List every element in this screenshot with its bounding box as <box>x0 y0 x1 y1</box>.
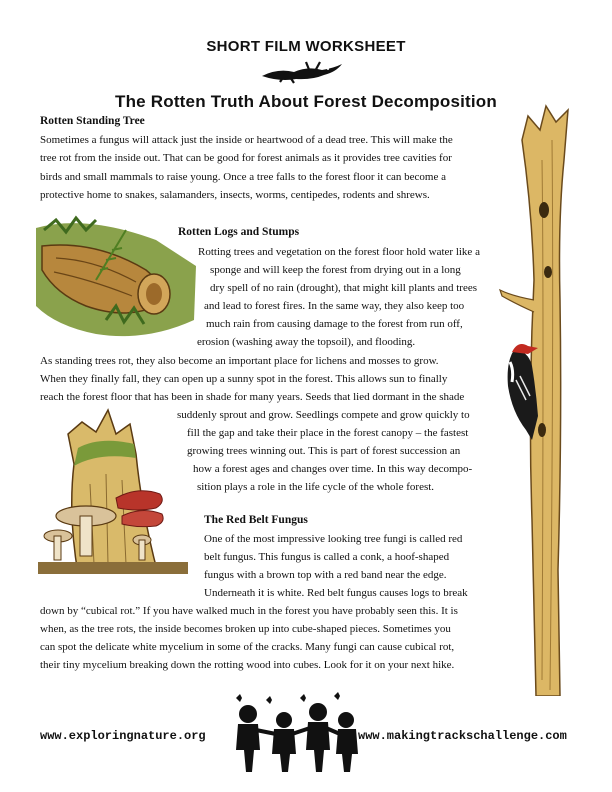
logs-line-13: how a forest ages and changes over time. In this way decompo- <box>193 463 473 475</box>
logs-line-3: dry spell of no rain (drought), that might kill plants and trees <box>210 282 478 294</box>
redbelt-line-8: their tiny mycelium breaking down the rotting wood into cubes. Look for it on your next hike. <box>40 659 455 671</box>
footer-link-makingtracks[interactable]: www.makingtrackschallenge.com <box>358 729 567 743</box>
redbelt-line-1: One of the most impressive looking tree fungi is called red <box>204 533 463 545</box>
logs-line-6: erosion (washing away the topsoil), and flooding. <box>197 336 416 348</box>
logs-line-4: and lead to forest fires. In the same way, they also keep too <box>204 300 465 312</box>
redbelt-line-5: down by “cubical rot.” If you have walked much in the forest you have probably seen this. It is <box>40 605 458 617</box>
section-heading-logs-stumps: Rotten Logs and Stumps <box>178 226 300 238</box>
redbelt-line-4: Underneath it is white. Red belt fungus causes logs to break <box>204 587 468 599</box>
logs-line-7: As standing trees rot, they also become an important place for lichens and mosses to grow. <box>40 355 439 367</box>
page-title: The Rotten Truth About Forest Decomposition <box>115 92 497 111</box>
redbelt-line-7: can spot the delicate white mycelium in some of the cracks. Many fungi can cause cubical rot, <box>40 641 455 653</box>
logs-line-14: sition plays a role in the life cycle of the whole forest. <box>197 481 435 493</box>
worksheet-header: SHORT FILM WORKSHEET <box>206 38 406 55</box>
stump-fungus-illustration <box>38 404 188 574</box>
logs-line-11: fill the gap and take their place in the forest canopy – the fastest <box>187 427 469 439</box>
logs-line-1: Rotting trees and vegetation on the forest floor hold water like a <box>198 246 480 258</box>
logs-line-5: much rain from causing damage to the forest from run off, <box>206 318 463 330</box>
standing-line-4: protective home to snakes, salamanders, insects, worms, centipedes, rodents and shrews. <box>40 189 430 201</box>
section-heading-red-belt: The Red Belt Fungus <box>204 514 308 526</box>
logs-line-10: suddenly sprout and grow. Seedlings compete and grow quickly to <box>177 409 470 421</box>
salamander-logo-icon <box>258 58 346 86</box>
redbelt-line-3: fungus with a brown top with a red band near the edge. <box>204 569 447 581</box>
standing-line-1: Sometimes a fungus will attack just the inside or heartwood of a dead tree. This will make the <box>40 134 453 146</box>
logs-line-9: reach the forest floor that has been in shade for many years. Seeds that lied dormant in the shade <box>40 391 465 403</box>
standing-line-3: birds and small mammals to raise young. Once a tree falls to the forest floor it can become a <box>40 171 446 183</box>
logs-line-2: sponge and will keep the forest from drying out in a long <box>210 264 461 276</box>
redbelt-line-6: when, as the tree rots, the inside becomes broken up into cube-shaped pieces. Sometimes you <box>40 623 451 635</box>
logs-line-12: growing trees winning out. This is part of forest succession an <box>187 445 461 457</box>
section-heading-standing-tree: Rotten Standing Tree <box>40 115 145 127</box>
footer-link-exploringnature[interactable]: www.exploringnature.org <box>40 729 206 743</box>
logs-line-8: When they finally fall, they can open up a sunny spot in the forest. This allows sun to finally <box>40 373 448 385</box>
standing-line-2: tree rot from the inside out. That can be good for forest animals as it provides tree cavities for <box>40 152 452 164</box>
redbelt-line-2: belt fungus. This fungus is called a conk, a hoof-shaped <box>204 551 450 563</box>
dead-tree-illustration <box>498 100 584 696</box>
children-holding-hands-logo-icon <box>226 692 362 774</box>
